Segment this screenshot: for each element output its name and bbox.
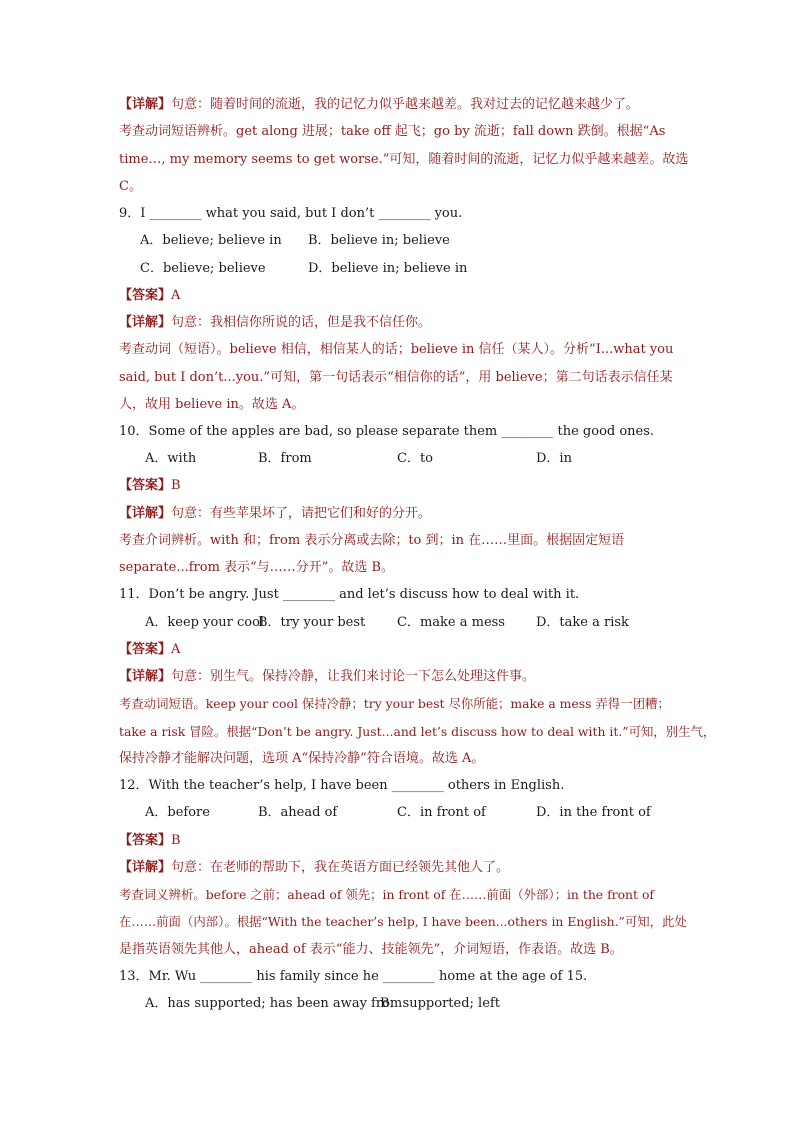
q10-option-c: C．to [397,451,433,466]
q11-option-b: B．try your best [258,615,366,630]
q12-option-d: D．in the front of [536,805,651,820]
q10-detail-line-1 [119,505,431,523]
q8-detail-line-2: 考查动词短语辨析。get along 进展；take off 起飞；go by 流逝；fall down 跌倒。根据“As [119,124,666,139]
q12-answer [119,832,181,850]
q13-option-a: A．has supported; has been away from [145,996,403,1011]
answer-tag: 【答案】 [119,642,172,657]
answer-tag: 【答案】 [119,833,172,848]
q9-option-d: D．believe in; believe in [308,261,468,276]
answer-value: B [171,833,181,848]
q12-option-a: A．before [145,805,210,820]
q11-detail-line-4: 保持冷静才能解决问题，选项 A“保持冷静”符合语境。故选 A。 [119,751,485,766]
q10-stem: 10．Some of the apples are bad, so please separate them ________ the good ones. [119,424,655,439]
q11-option-c: C．make a mess [397,615,505,630]
q9-detail-line-2: 考查动词（短语）。believe 相信，相信某人的话；believe in 信任（某人）。分析“I...what you [119,342,674,357]
q9-detail-line-3: said, but I don’t...you.”可知，第一句话表示“相信你的话”，用 believe；第二句话表示信任某 [119,370,673,385]
detail-tag: 【详解】 [119,860,172,875]
q12-stem: 12．With the teacher’s help, I have been ________ others in English. [119,778,565,793]
detail-text: 句意：别生气。保持冷静，让我们来讨论一下怎么处理这件事。 [171,669,536,684]
q11-option-d: D．take a risk [536,615,629,630]
q13-stem: 13．Mr. Wu ________ his family since he ________ home at the age of 15. [119,969,588,984]
q12-option-b: B．ahead of [258,805,338,820]
q9-detail-line-1 [119,314,431,332]
q9-option-c: C．believe; believe [140,261,266,276]
q11-detail-line-2: 考查动词短语。keep your cool 保持冷静；try your best 尽你所能；make a mess 弄得一团糟； [119,696,670,711]
q11-stem: 11．Don’t be angry. Just ________ and let’s discuss how to deal with it. [119,587,580,602]
detail-text: 句意：有些苹果坏了，请把它们和好的分开。 [171,506,432,521]
q8-detail-line-1 [119,96,639,114]
detail-tag: 【详解】 [119,669,172,684]
q10-option-a: A．with [145,451,197,466]
q12-detail-line-4: 是指英语领先其他人，ahead of 表示“能力、技能领先”，介词短语，作表语。故选 B。 [119,942,623,957]
q11-option-a: A．keep your cool [145,615,265,630]
q10-option-d: D．in [536,451,572,466]
q10-option-b: B．from [258,451,312,466]
q9-stem: 9．I ________ what you said, but I don’t ________ you. [119,206,463,221]
q9-option-a: A．believe; believe in [140,233,282,248]
answer-tag: 【答案】 [119,478,172,493]
q8-detail-line-3: time…, my memory seems to get worse.”可知，随着时间的流逝，记忆力似乎越来越差。故选 [119,152,689,167]
q11-answer [119,641,180,659]
answer-tag: 【答案】 [119,288,172,303]
detail-tag: 【详解】 [119,315,172,330]
q13-option-b: B．supported; left [380,996,500,1011]
detail-tag: 【详解】 [119,506,172,521]
answer-value: B [171,478,181,493]
answer-value: A [171,288,181,303]
q10-detail-line-2: 考查介词辨析。with 和；from 表示分离或去除；to 到；in 在……里面。根据固定短语 [119,533,625,548]
q10-detail-line-3: separate...from 表示“与……分开”。故选 B。 [119,560,395,575]
q12-detail-line-2: 考查词义辨析。before 之前；ahead of 领先；in front of 在……前面（外部）；in the front of [119,887,654,902]
q11-detail-line-1 [119,668,535,686]
q11-detail-line-3: take a risk 冒险。根据“Don’t be angry. Just...and let’s discuss how to deal with it.”可知，别生气， [119,724,716,739]
q12-option-c: C．in front of [397,805,486,820]
q10-answer [119,477,181,495]
detail-text: 句意：随着时间的流逝，我的记忆力似乎越来越差。我对过去的记忆越来越少了。 [171,97,640,112]
detail-text: 句意：我相信你所说的话，但是我不信任你。 [171,315,432,330]
detail-text: 句意：在老师的帮助下，我在英语方面已经领先其他人了。 [171,860,510,875]
q9-answer [119,287,180,305]
detail-tag: 【详解】 [119,97,172,112]
q9-detail-line-4: 人，故用 believe in。故选 A。 [119,397,305,412]
q12-detail-line-3: 在……前面（内部）。根据“With the teacher’s help, I have been...others in English.”可知，此处 [119,914,687,929]
q12-detail-line-1 [119,859,509,877]
answer-value: A [171,642,181,657]
q9-option-b: B．believe in; believe [308,233,450,248]
q8-detail-line-4: C。 [119,179,142,194]
